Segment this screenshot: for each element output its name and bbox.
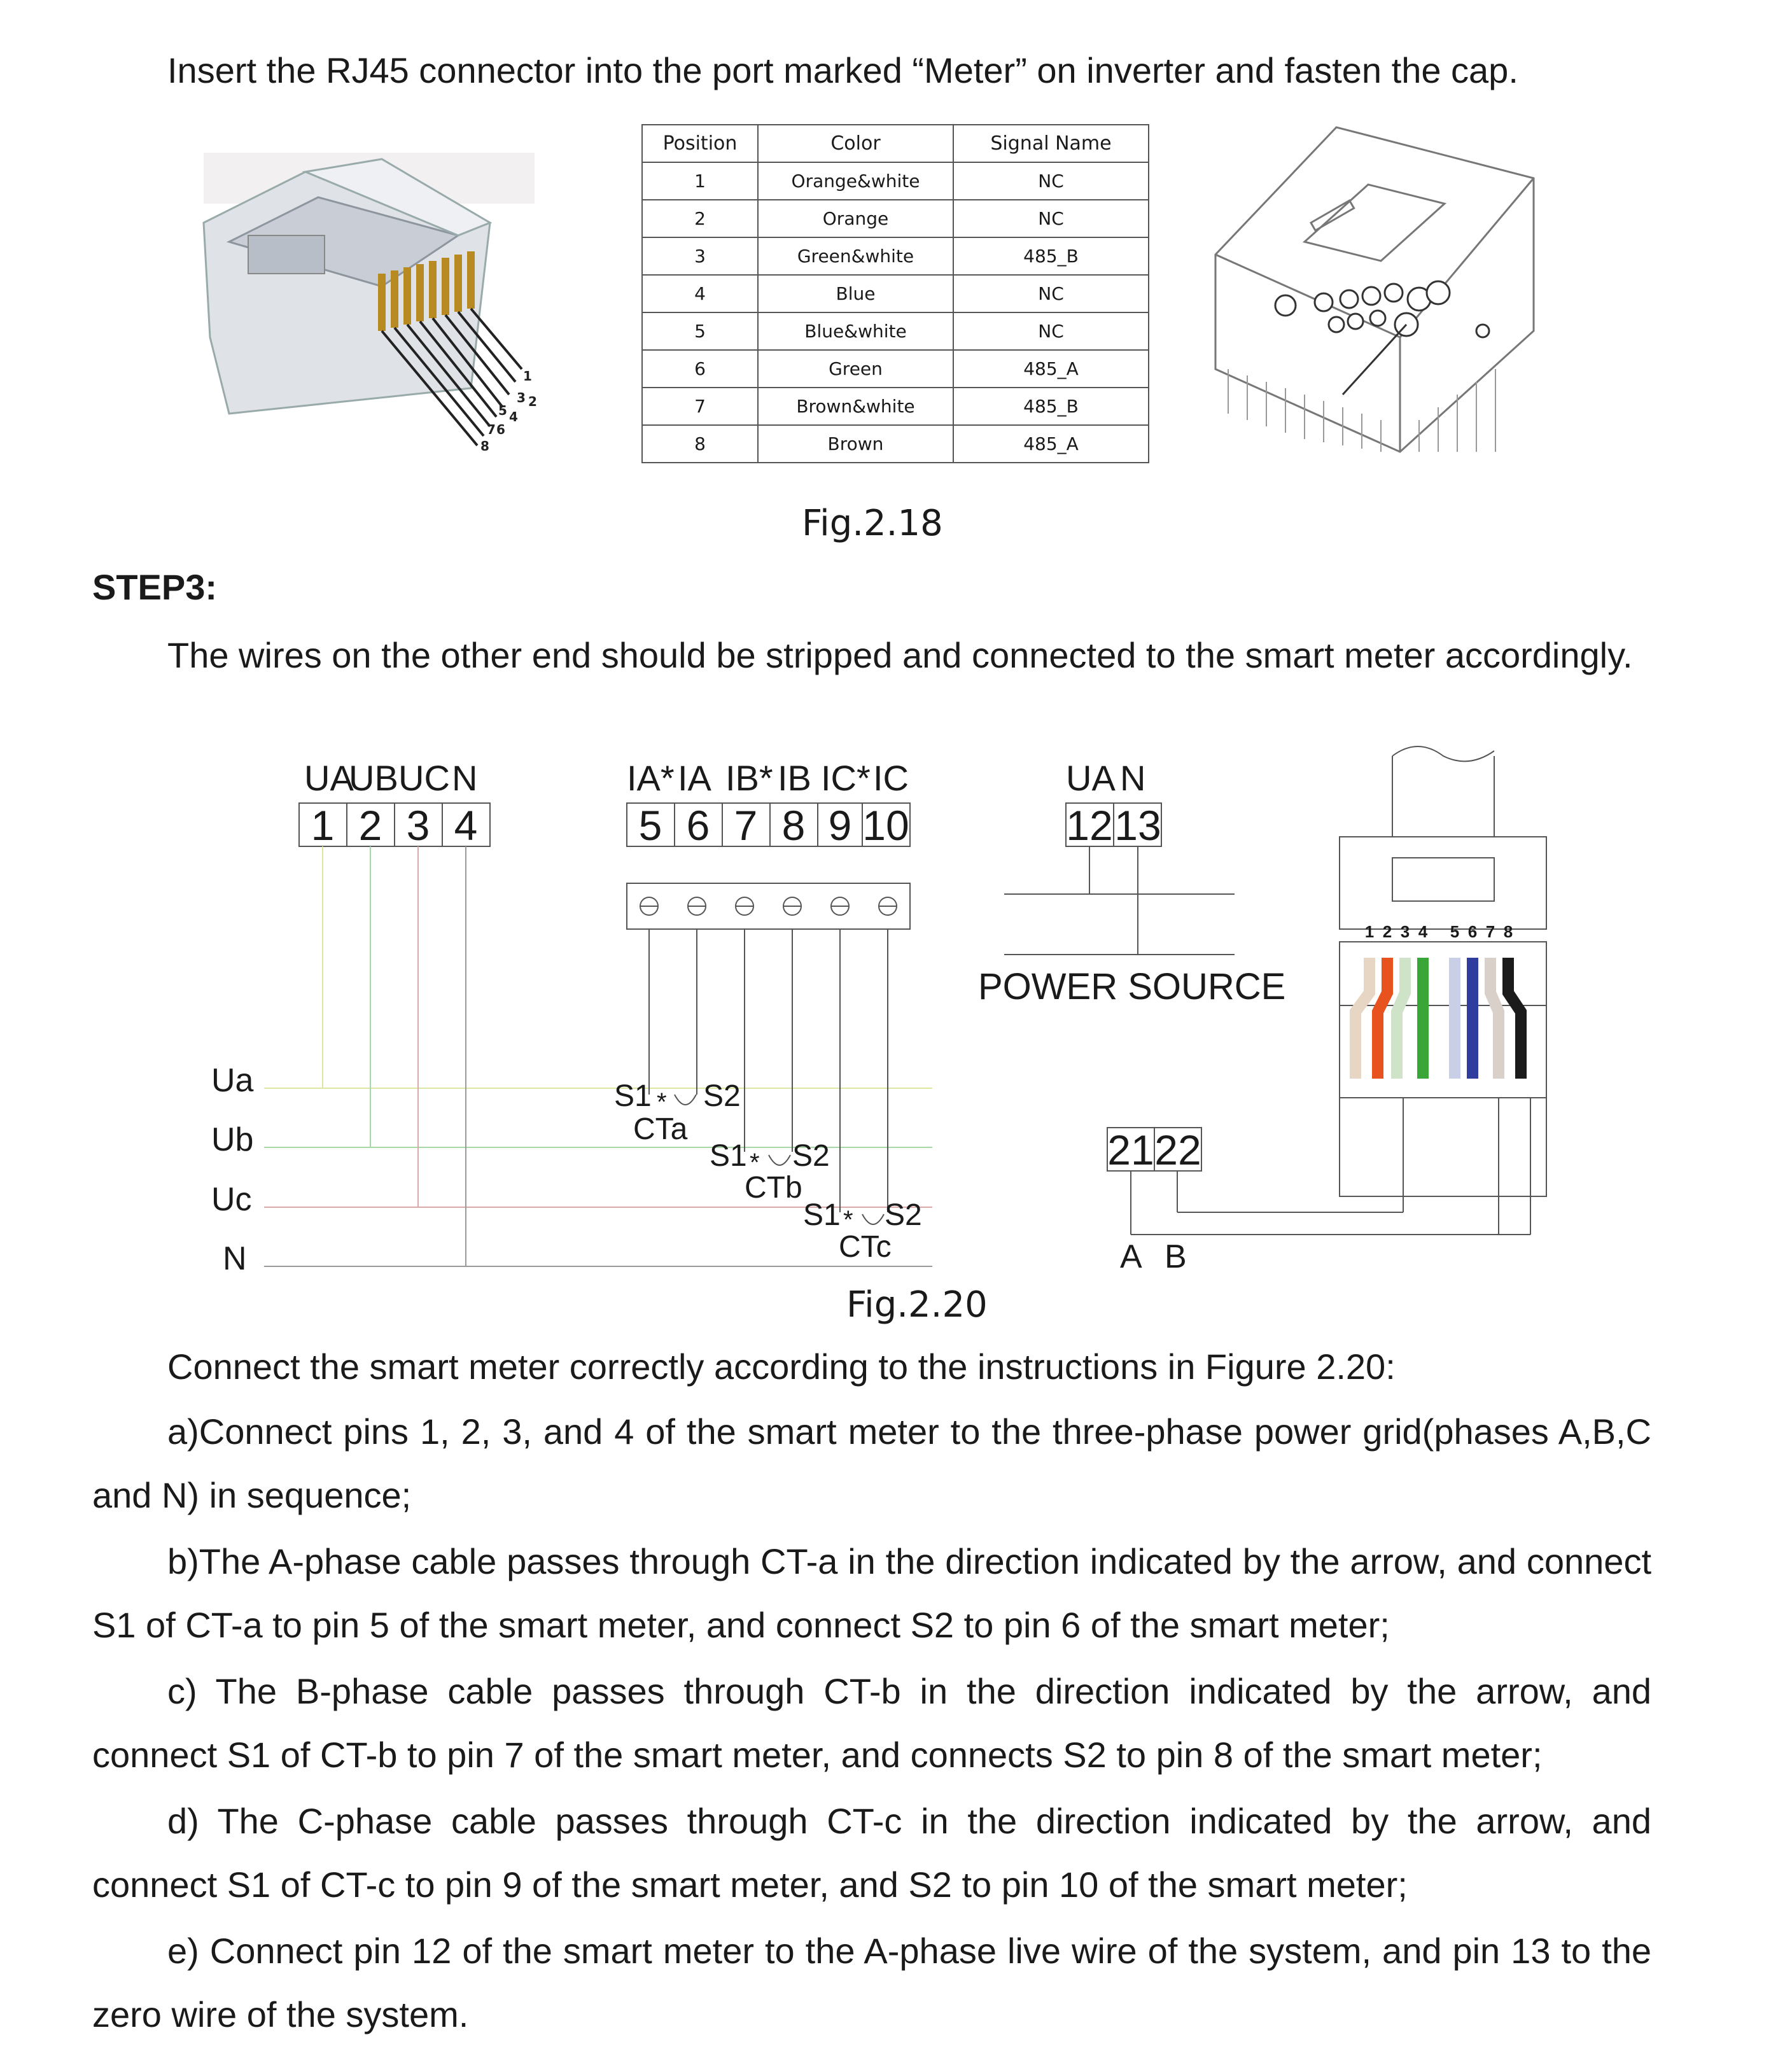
ctb-s1: S1 [710, 1139, 747, 1173]
pin-5: 5 [638, 802, 662, 849]
instruction-a-paragraph [92, 1400, 1651, 1527]
rj45-plug-illustration [191, 146, 547, 465]
conn-pin-7: 7 [1485, 922, 1495, 941]
cell-signal: 485_B [953, 237, 1149, 275]
phase-label-ub: Ub [211, 1121, 254, 1158]
pin-2: 2 [358, 802, 382, 849]
label-ub: UB [349, 758, 398, 798]
step-heading: STEP3: [92, 567, 218, 607]
rj45-pin-7: 7 [487, 422, 496, 437]
ctc-s2: S2 [885, 1198, 922, 1232]
rj45-pin-3: 3 [517, 390, 526, 405]
table-header-row [642, 125, 1149, 162]
conn-pin-8: 8 [1503, 922, 1513, 941]
ctb-star-icon: * [750, 1149, 760, 1177]
label-ia-star: IA* [627, 758, 675, 798]
table-row [642, 388, 1149, 425]
rj45-pin-2: 2 [528, 394, 537, 409]
table-row [642, 312, 1149, 350]
header-color: Color [758, 125, 953, 162]
header-signal: Signal Name [953, 125, 1149, 162]
table-row [642, 237, 1149, 275]
intro-text: Insert the RJ45 connector into the port marked “Meter” on inverter and fasten the cap. [167, 50, 1518, 90]
cell-color: Green [758, 350, 953, 388]
wiring-diagram [0, 738, 1785, 1292]
cell-signal: 485_A [953, 425, 1149, 463]
power-source-label: POWER SOURCE [978, 966, 1286, 1007]
conn-pin-5: 5 [1450, 922, 1460, 941]
phase-label-ua: Ua [211, 1062, 254, 1099]
table-row [642, 200, 1149, 237]
rj45-pin-1: 1 [523, 368, 532, 384]
cell-signal: 485_A [953, 350, 1149, 388]
cell-color: Green&white [758, 237, 953, 275]
table-row [642, 275, 1149, 312]
label-ua: UA [304, 758, 354, 798]
cell-signal: NC [953, 312, 1149, 350]
cell-color: Brown&white [758, 388, 953, 425]
label-ib: IB [778, 758, 811, 798]
rs485-label-b: B [1165, 1238, 1187, 1275]
rj45-pin-4: 4 [509, 409, 518, 424]
cell-signal: NC [953, 275, 1149, 312]
pin-6: 6 [686, 802, 710, 849]
cell-signal: NC [953, 162, 1149, 200]
label-ib-star: IB* [725, 758, 773, 798]
phase-label-n: N [223, 1240, 247, 1277]
pin-21: 21 [1107, 1126, 1154, 1173]
cell-position: 7 [642, 388, 758, 425]
cta-s1: S1 [614, 1079, 652, 1113]
pin-3: 3 [406, 802, 430, 849]
rs485-label-a: A [1120, 1238, 1142, 1275]
label-n: N [452, 758, 478, 798]
cell-position: 3 [642, 237, 758, 275]
fig2-caption: Fig.2.20 [846, 1284, 988, 1326]
cell-position: 2 [642, 200, 758, 237]
instruction-d-paragraph [92, 1789, 1651, 1917]
step-paragraph [92, 624, 1651, 687]
rj45-pin-5: 5 [498, 403, 507, 418]
label-ia: IA [678, 758, 711, 798]
instruction-b-paragraph [92, 1530, 1651, 1657]
conn-pin-1: 1 [1364, 922, 1375, 941]
label-power-ua: UA [1066, 758, 1116, 798]
pin-22: 22 [1154, 1126, 1201, 1173]
pinout-table [641, 124, 1149, 463]
instruction-b: b)The A-phase cable passes through CT-a in the direction indicated by the arrow, and connect S1 of CT-a to pin 5 of the smart meter, and connect S2 to pin 6 of the smart meter; [92, 1541, 1651, 1645]
pin-1: 1 [311, 802, 335, 849]
pin-9: 9 [828, 802, 852, 849]
step-text: The wires on the other end should be stripped and connected to the smart meter accordingly. [167, 635, 1633, 675]
ctc-s1: S1 [803, 1198, 841, 1232]
instruction-c-paragraph [92, 1660, 1651, 1787]
cta-name: CTa [633, 1112, 688, 1146]
table-row [642, 162, 1149, 200]
cell-color: Blue&white [758, 312, 953, 350]
cta-s2: S2 [703, 1079, 741, 1113]
header-position: Position [642, 125, 758, 162]
phase-label-uc: Uc [211, 1181, 252, 1218]
cell-position: 8 [642, 425, 758, 463]
pin-8: 8 [781, 802, 806, 849]
ctc-star-icon: * [843, 1206, 853, 1234]
cell-color: Brown [758, 425, 953, 463]
rj45-pin-6: 6 [496, 422, 505, 437]
cell-signal: 485_B [953, 388, 1149, 425]
ctb-name: CTb [745, 1171, 802, 1205]
cell-color: Orange&white [758, 162, 953, 200]
pin-13: 13 [1114, 802, 1161, 849]
pin-7: 7 [734, 802, 758, 849]
label-ic-star: IC* [821, 758, 871, 798]
instruction-c: c) The B-phase cable passes through CT-b in the direction indicated by the arrow, and connect S1 of CT-b to pin 7 of the smart meter, and connects S2 to pin 8 of the smart meter; [92, 1671, 1651, 1775]
cell-position: 1 [642, 162, 758, 200]
pin-10: 10 [862, 802, 909, 849]
table-row [642, 425, 1149, 463]
fig1-caption: Fig.2.18 [802, 503, 943, 544]
table-row [642, 350, 1149, 388]
pin-4: 4 [454, 802, 478, 849]
cell-position: 5 [642, 312, 758, 350]
label-uc: UC [398, 758, 450, 798]
instruction-a: a)Connect pins 1, 2, 3, and 4 of the smart meter to the three-phase power grid(phases A,B,C and N) in sequence; [92, 1411, 1651, 1515]
instruction-e-paragraph [92, 1919, 1651, 2047]
label-ic: IC [873, 758, 909, 798]
conn-pin-3: 3 [1400, 922, 1410, 941]
cta-star-icon: * [657, 1088, 667, 1116]
instructions-intro: Connect the smart meter correctly according to the instructions in Figure 2.20: [167, 1347, 1396, 1387]
cell-color: Orange [758, 200, 953, 237]
rj45-pin-8: 8 [480, 438, 489, 454]
instruction-e: e) Connect pin 12 of the smart meter to the A-phase live wire of the system, and pin 13 to the zero wire of the system. [92, 1931, 1651, 2034]
cell-position: 4 [642, 275, 758, 312]
ctc-name: CTc [839, 1230, 892, 1264]
pin-12: 12 [1066, 802, 1113, 849]
conn-pin-6: 6 [1467, 922, 1478, 941]
cell-signal: NC [953, 200, 1149, 237]
label-power-n: N [1120, 758, 1146, 798]
cell-position: 6 [642, 350, 758, 388]
conn-pin-2: 2 [1382, 922, 1392, 941]
inverter-illustration [1203, 115, 1546, 471]
conn-pin-4: 4 [1418, 922, 1428, 941]
instruction-d: d) The C-phase cable passes through CT-c in the direction indicated by the arrow, and connect S1 of CT-c to pin 9 of the smart meter, and S2 to pin 10 of the smart meter; [92, 1801, 1651, 1905]
ctb-s2: S2 [792, 1139, 830, 1173]
cell-color: Blue [758, 275, 953, 312]
